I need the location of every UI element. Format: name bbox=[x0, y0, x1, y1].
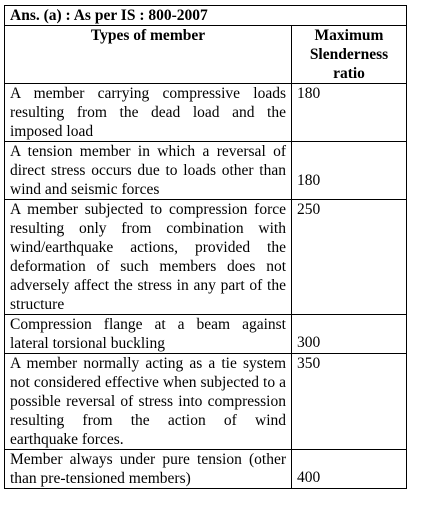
member-type-cell: A member subjected to compression force resulting only from combination with wind/earthquake actions, provided the deformation of such members does not adversely affect the stress in any part of the structure bbox=[5, 200, 292, 315]
member-type-cell: Compression flange at a beam against lateral torsional buckling bbox=[5, 315, 292, 354]
slenderness-ratio-cell: 300 bbox=[292, 315, 407, 354]
table-row bbox=[5, 354, 407, 450]
answer-row bbox=[5, 6, 407, 26]
table-row bbox=[5, 450, 407, 489]
slenderness-ratio-cell: 180 bbox=[292, 84, 407, 142]
slenderness-ratio-cell: 250 bbox=[292, 200, 407, 315]
table-row bbox=[5, 200, 407, 315]
header-row bbox=[5, 26, 407, 84]
header-ratio-line1: Maximum bbox=[314, 27, 384, 44]
header-max-slenderness-ratio bbox=[292, 26, 407, 84]
table-row bbox=[5, 84, 407, 142]
header-ratio-line3: ratio bbox=[333, 65, 365, 82]
slenderness-ratio-cell: 350 bbox=[292, 354, 407, 450]
member-type-cell: A member carrying compressive loads resulting from the dead load and the imposed load bbox=[5, 84, 292, 142]
slenderness-ratio-cell: 400 bbox=[292, 450, 407, 489]
slenderness-ratio-cell: 180 bbox=[292, 142, 407, 200]
slenderness-table bbox=[4, 5, 407, 489]
member-type-cell: A member normally acting as a tie system not considered effective when subjected to a possible reversal of stress into compression resulting from the action of wind earthquake forces. bbox=[5, 354, 292, 450]
header-types-of-member: Types of member bbox=[5, 26, 292, 84]
member-type-cell: Member always under pure tension (other than pre-tensioned members) bbox=[5, 450, 292, 489]
header-ratio-line2: Slenderness bbox=[309, 46, 389, 63]
answer-heading: Ans. (a) : As per IS : 800-2007 bbox=[5, 6, 407, 26]
table-row bbox=[5, 142, 407, 200]
member-type-cell: A tension member in which a reversal of direct stress occurs due to loads other than wind and seismic forces bbox=[5, 142, 292, 200]
table-row bbox=[5, 315, 407, 354]
